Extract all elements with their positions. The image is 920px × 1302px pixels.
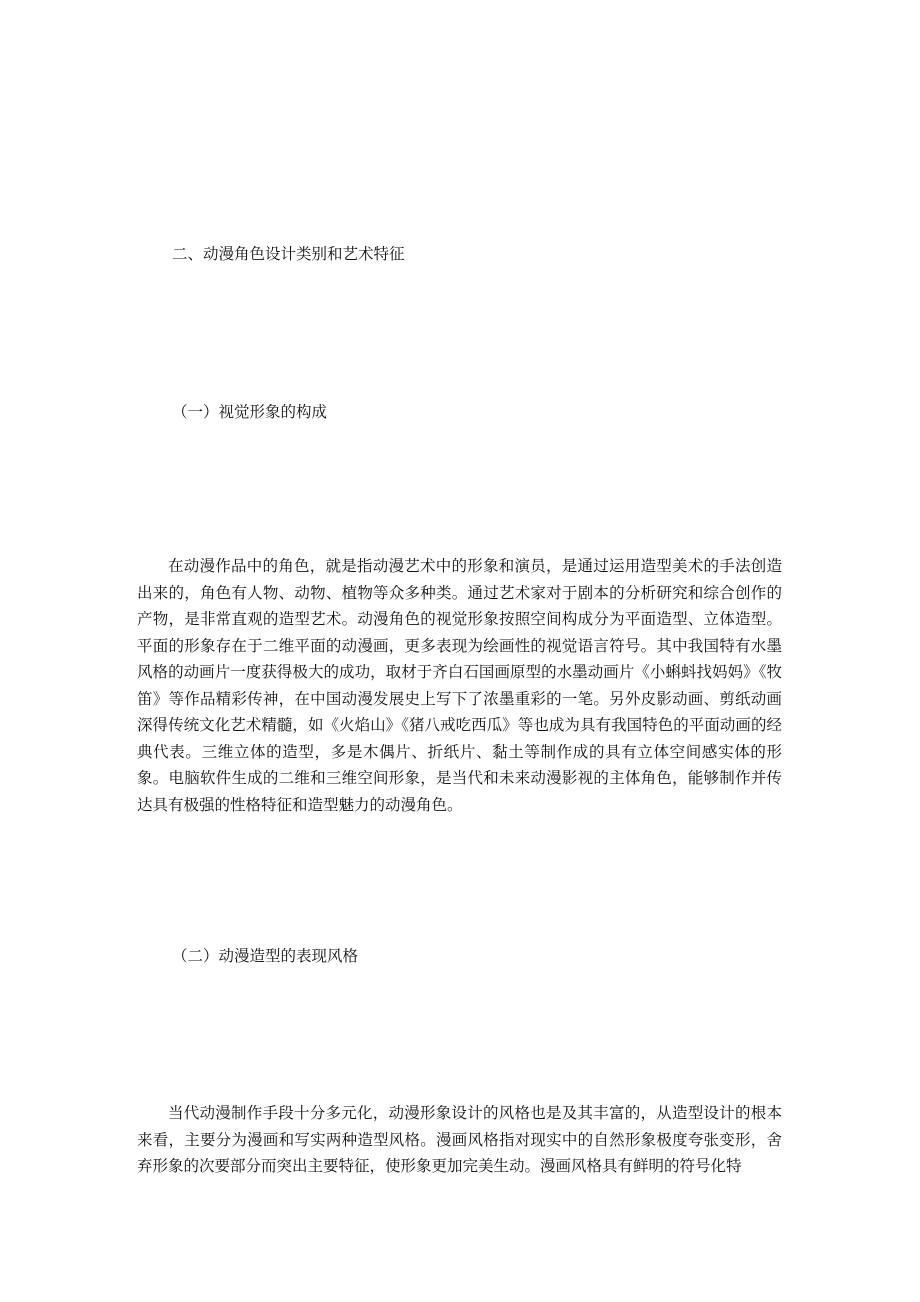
subsection-heading-style: （二）动漫造型的表现风格 [172,947,359,965]
section-heading: 二、动漫角色设计类别和艺术特征 [172,245,405,263]
paragraph-style: 当代动漫制作手段十分多元化，动漫形象设计的风格也是及其丰富的，从造型设计的根本来看，主要分为漫画和写实两种造型风格。漫画风格指对现实中的自然形象极度夸张变形，舍弃形象的次要部分而突出主要特征，使形象更加完美生动。漫画风格具有鲜明的符号化特 [137,1104,782,1175]
subsection-heading-visual-image: （一）视觉形象的构成 [172,403,328,421]
paragraph-visual-image: 在动漫作品中的角色，就是指动漫艺术中的形象和演员，是通过运用造型美术的手法创造出来的，角色有人物、动物、植物等众多种类。通过艺术家对于剧本的分析研究和综合创作的产物，是非常直观的造型艺术。动漫角色的视觉形象按照空间构成分为平面造型、立体造型。平面的形象存在于二维平面的动漫画，更多表现为绘画性的视觉语言符号。其中我国特有水墨风格的动画片一度获得极大的成功，取材于齐白石国画原型的水墨动画片《小蝌蚪找妈妈》《牧笛》等作品精彩传神，在中国动漫发展史上写下了浓墨重彩的一笔。另外皮影动画、剪纸动画深得传统文化艺术精髓，如《火焰山》《猪八戒吃西瓜》等也成为具有我国特色的平面动画的经典代表。三维立体的造型，多是木偶片、折纸片、黏土等制作成的具有立体空间感实体的形象。电脑软件生成的二维和三维空间形象，是当代和未来动漫影视的主体角色，能够制作并传达具有极强的性格特征和造型魅力的动漫角色。 [137,557,782,814]
